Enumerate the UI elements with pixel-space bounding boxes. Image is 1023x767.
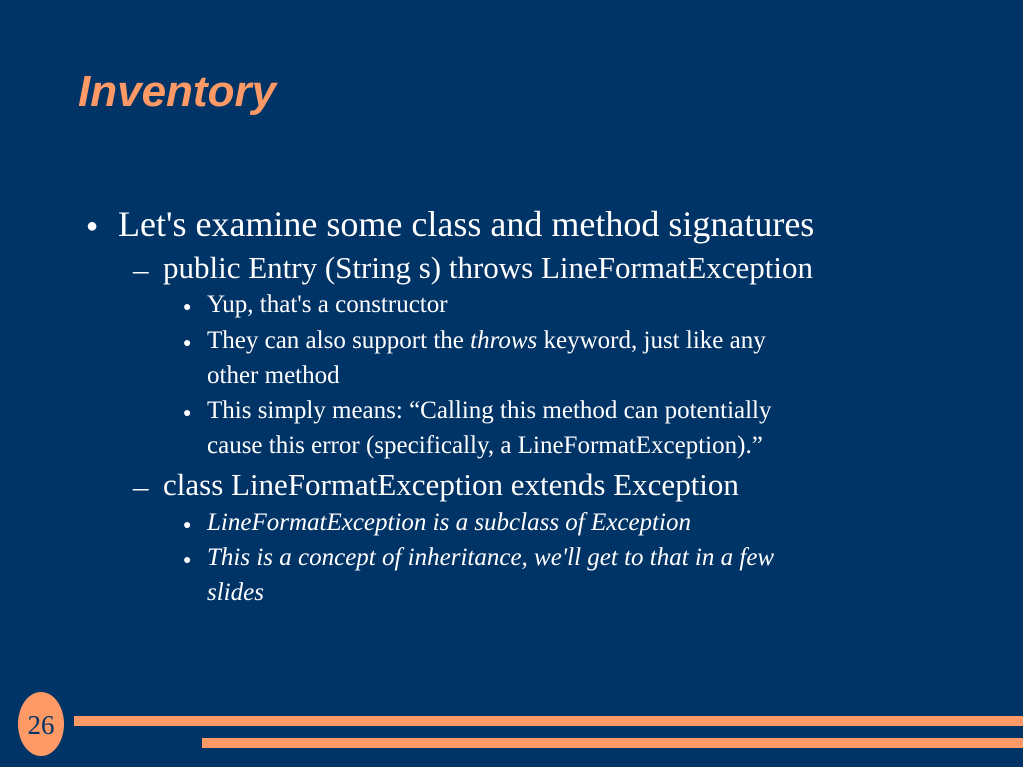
bullet-icon: ● xyxy=(183,336,192,351)
sub-sub-item-5-continuation: slides xyxy=(207,579,264,606)
sub-sub-item-2-pre: They can also support the xyxy=(207,327,471,354)
bullet-icon: ● xyxy=(183,553,192,568)
dash-icon: – xyxy=(133,469,149,504)
sub-sub-item-2-post: keyword, just like any xyxy=(537,327,766,354)
dash-icon: – xyxy=(133,252,149,287)
sub-sub-item-3-continuation: cause this error (specifically, a LineFormatException).” xyxy=(207,432,763,459)
bullet-item-1: Let's examine some class and method signatures xyxy=(118,204,815,244)
sub-sub-item-1: Yup, that's a constructor xyxy=(207,291,448,318)
bullet-icon: ● xyxy=(86,215,99,237)
footer-bar-top xyxy=(74,716,1023,726)
sub-sub-item-4: LineFormatException is a subclass of Exception xyxy=(207,509,691,536)
bullet-icon: ● xyxy=(183,406,192,421)
footer-bar-bottom xyxy=(202,738,1023,748)
page-number: 26 xyxy=(27,710,55,740)
sub-sub-item-3: This simply means: “Calling this method can potentially xyxy=(207,397,772,424)
sub-item-2: class LineFormatException extends Exception xyxy=(163,467,739,502)
bullet-icon: ● xyxy=(183,300,192,315)
sub-sub-item-2-continuation: other method xyxy=(207,362,340,389)
sub-item-1: public Entry (String s) throws LineFormatException xyxy=(163,250,814,285)
bullet-icon: ● xyxy=(183,518,192,533)
sub-sub-item-2 xyxy=(207,326,766,356)
sub-sub-item-5: This is a concept of inheritance, we'll get to that in a few xyxy=(207,544,775,571)
slide-title: Inventory xyxy=(78,67,277,116)
sub-sub-item-2-emphasis: throws xyxy=(470,327,538,354)
